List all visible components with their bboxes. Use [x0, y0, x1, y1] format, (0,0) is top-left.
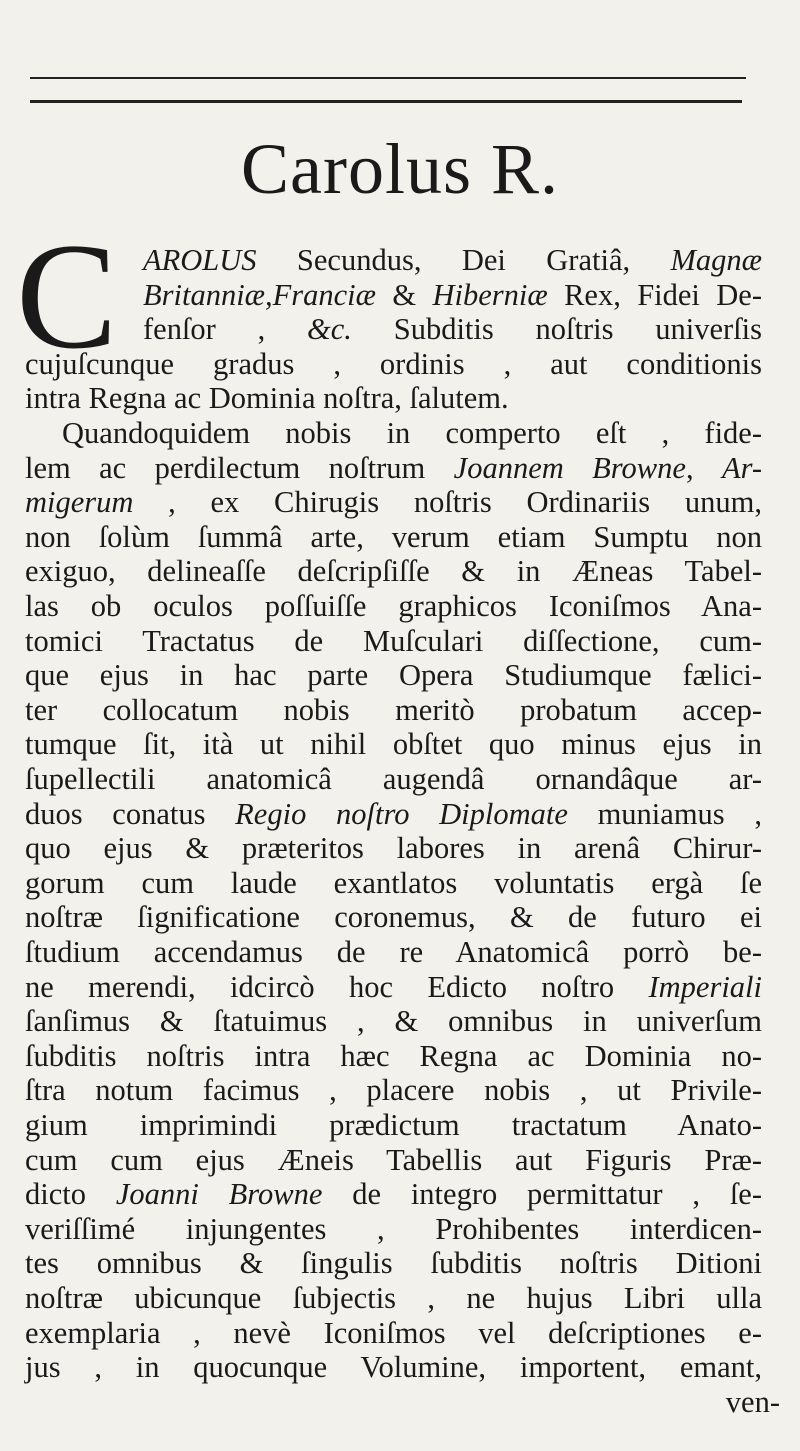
- text-line: [25, 1246, 762, 1281]
- text-segment: &: [376, 277, 433, 312]
- text-line: [25, 1350, 762, 1385]
- text-segment: non ſolùm ſummâ arte, verum etiam Sumptu non: [25, 519, 762, 554]
- text-segment: las ob oculos poſſuiſſe graphicos Iconiſmos Ana-: [25, 589, 762, 623]
- text-line: [25, 347, 762, 382]
- text-line: [25, 1177, 762, 1212]
- text-segment: de integro permittatur , ſe-: [322, 1177, 762, 1212]
- italic-segment: Ar-: [721, 450, 763, 485]
- text-line: [25, 1073, 762, 1108]
- text-segment: veriſſimé injungentes , Prohibentes interdicen-: [25, 1211, 762, 1246]
- text-line: [25, 762, 762, 797]
- text-segment: cujuſcunque gradus , ordinis , aut conditionis: [25, 346, 762, 381]
- text-segment: jus , in quocunque Volumine, importent, emant,: [25, 1350, 762, 1385]
- italic-segment: Imperiali: [648, 969, 762, 1004]
- text-segment: ſtra notum facimus , placere nobis , ut Privile-: [25, 1073, 762, 1108]
- text-line: [25, 589, 762, 624]
- text-segment: ne merendi, idcircò hoc Edicto noſtro: [25, 969, 649, 1004]
- text-line: [25, 900, 762, 935]
- text-line: [25, 1004, 762, 1039]
- italic-segment: Regio noſtro Diplomate: [235, 796, 568, 831]
- text-segment: Quandoquidem nobis in comperto eſt , fide-: [62, 416, 762, 450]
- text-segment: lem ac perdilectum noſtrum: [25, 450, 454, 485]
- text-segment: gorum cum laude exantlatos voluntatis ergà ſe: [25, 865, 762, 900]
- text-segment: ſanſimus & ſtatuimus , & omnibus in univerſum: [25, 1004, 762, 1039]
- text-line: [25, 485, 762, 520]
- text-line: [25, 1143, 762, 1178]
- italic-segment: AROLUS: [143, 243, 257, 277]
- text-line: [25, 624, 762, 659]
- text-segment: dicto: [25, 1177, 116, 1212]
- text-segment: fenſor ,: [143, 312, 308, 347]
- text-segment: que ejus in hac parte Opera Studiumque fælici-: [25, 658, 762, 693]
- italic-segment: Joanni Browne: [115, 1177, 323, 1212]
- italic-segment: migerum: [25, 485, 134, 520]
- text-segment: ſtudium accendamus de re Anatomicâ porrò be-: [25, 935, 762, 969]
- text-segment: tes omnibus & ſingulis ſubditis noſtris Ditioni: [25, 1246, 762, 1281]
- text-line: [143, 278, 762, 313]
- text-segment: tumque ſit, ità ut nihil obſtet quo minus ejus in: [25, 727, 762, 762]
- italic-segment: Joannem Browne: [453, 450, 686, 485]
- text-line: [25, 866, 762, 901]
- italic-segment: &c.: [307, 312, 352, 347]
- text-segment: ſupellectili anatomicâ augendâ ornandâque ar-: [25, 762, 762, 796]
- text-segment: Secundus, Dei Gratiâ,: [256, 243, 671, 277]
- text-line: [25, 381, 762, 416]
- text-line: [25, 520, 762, 555]
- text-segment: ,: [685, 450, 722, 485]
- text-segment: exemplaria , nevè Iconiſmos vel deſcriptiones e-: [25, 1315, 762, 1350]
- text-line: [25, 1039, 762, 1074]
- text-line: [25, 797, 762, 832]
- text-line: [62, 416, 762, 451]
- text-line: [25, 727, 762, 762]
- text-segment: muniamus ,: [567, 796, 762, 831]
- catchword: ven-: [725, 1384, 780, 1419]
- text-segment: noſtræ ſignificatione coronemus, & de futuro ei: [25, 900, 762, 935]
- text-segment: tomici Tractatus de Muſculari diſſectione, cum-: [25, 623, 762, 658]
- text-segment: duos conatus: [25, 796, 236, 831]
- italic-segment: Hiberniæ: [432, 277, 548, 312]
- text-segment: ter collocatum nobis meritò probatum accep-: [25, 692, 762, 727]
- text-line: [25, 1108, 762, 1143]
- text-line: [25, 693, 762, 728]
- text-line: [25, 970, 762, 1005]
- text-segment: gium imprimindi prædictum tractatum Anato-: [25, 1108, 762, 1142]
- bottom-rule: [30, 100, 742, 103]
- text-line: [25, 554, 762, 589]
- text-line: [25, 1212, 762, 1247]
- text-segment: cum cum ejus Æneis Tabellis aut Figuris Præ-: [25, 1142, 762, 1177]
- text-segment: Rex, Fidei De-: [547, 277, 762, 312]
- top-rule: [30, 77, 746, 79]
- text-segment: exiguo, delineaſſe deſcripſiſſe & in Æneas Tabel-: [25, 554, 762, 589]
- text-segment: intra Regna ac Dominia noſtra, ſalutem.: [25, 381, 509, 416]
- text-line: [25, 831, 762, 866]
- text-segment: quo ejus & præteritos labores in arenâ Chirur-: [25, 831, 762, 866]
- text-line: [143, 243, 762, 278]
- text-segment: noſtræ ubicunque ſubjectis , ne hujus Libri ulla: [25, 1281, 762, 1315]
- text-segment: Subditis noſtris univerſis: [351, 312, 763, 347]
- text-line: [25, 658, 762, 693]
- italic-segment: Britanniæ,Franciæ: [143, 277, 376, 312]
- text-segment: , ex Chirugis noſtris Ordinariis unum,: [133, 485, 762, 520]
- text-segment: ſubditis noſtris intra hæc Regna ac Dominia no-: [25, 1038, 762, 1073]
- page-title: Carolus R.: [240, 129, 559, 209]
- text-line: [25, 1281, 762, 1316]
- text-line: [143, 312, 762, 347]
- text-line: [25, 1316, 762, 1351]
- text-line: [25, 935, 762, 970]
- text-line: [25, 451, 762, 486]
- italic-segment: Magnæ: [670, 243, 762, 277]
- drop-cap: C: [16, 212, 118, 380]
